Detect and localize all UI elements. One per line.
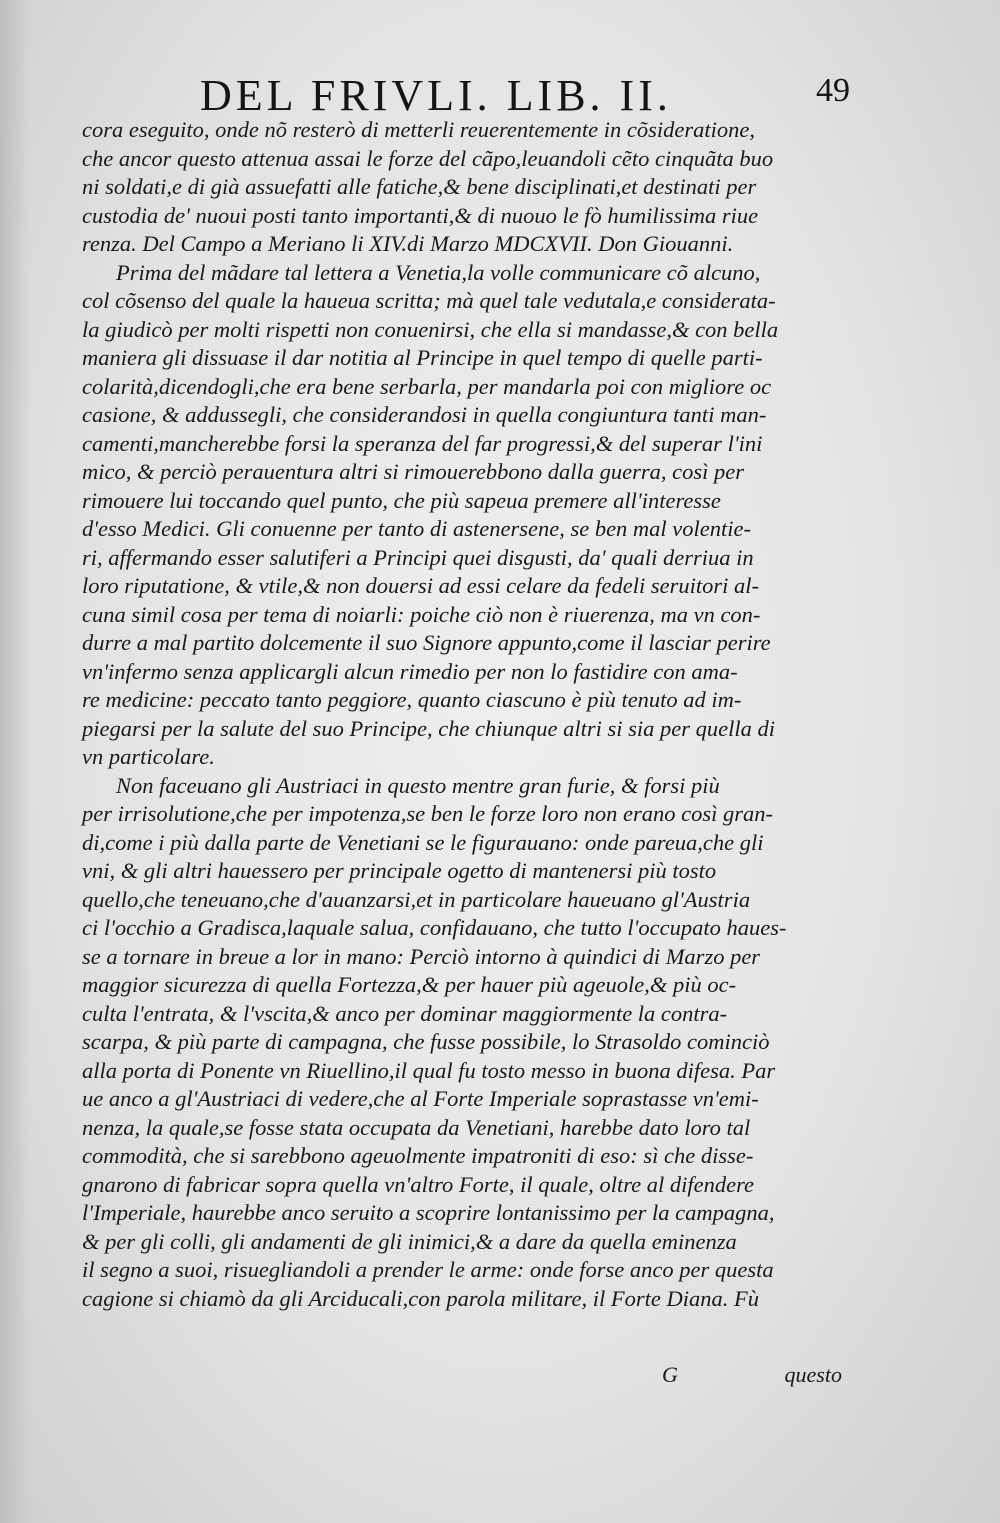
text-line: commodità, che si sarebbono ageuolmente impatroniti di eso: sì che disse- — [82, 1143, 754, 1168]
text-line: vni, & gli altri hauessero per principale ogetto di mantenersi più tosto — [82, 858, 717, 883]
text-line: loro riputatione, & vtile,& non douersi ad essi celare da fedeli seruitori al- — [82, 573, 760, 598]
text-line: di,come i più dalla parte de Venetiani se le figurauano: onde pareua,che gli — [82, 829, 764, 855]
text-line: rimouere lui toccando quel punto, che più sapeua premere all'interesse — [82, 487, 721, 513]
text-line: ni soldati,e di già assuefatti alle fatiche,& bene disciplinati,et destinati per — [82, 174, 757, 199]
text-line: che ancor questo attenua assai le forze del cãpo,leuandoli cẽto cinquãta buo — [82, 145, 774, 171]
text-line: se a tornare in breue a lor in mano: Perciò intorno à quindici di Marzo per — [82, 943, 761, 969]
text-line: custodia de' nuoui posti tanto importanti,& di nuouo le fò humilissima riue — [82, 202, 759, 228]
running-title: DEL FRIVLI. LIB. II. — [200, 71, 672, 120]
text-line: vn'infermo senza applicargli alcun rimedio per non lo fastidire con ama- — [82, 658, 738, 684]
text-line: ue anco a gl'Austriaci di vedere,che al Forte Imperiale soprastasse vn'emi- — [82, 1086, 759, 1111]
text-line: per irrisolutione,che per impotenza,se ben le forze loro non erano così gran- — [82, 801, 773, 826]
text-line: la giudicò per molti rispetti non conuenirsi, che ella si mandasse,& con bella — [82, 316, 779, 342]
catchword: questo — [784, 1362, 842, 1387]
text-line: maniera gli dissuase il dar notitia al Principe in quel tempo di quelle parti- — [82, 345, 763, 370]
text-line: colarità,dicendogli,che era bene serbarla, per mandarla poi con migliore oc — [82, 373, 772, 399]
page-header — [200, 70, 850, 120]
text-line: col cõsenso del quale la haueua scritta; mà quel tale vedutala,e considerata- — [82, 288, 776, 313]
text-line: l'Imperiale, haurebbe anco seruito a scoprire lontanissimo per la campagna, — [82, 1200, 775, 1225]
page-number: 49 — [816, 72, 850, 109]
text-line: cora eseguito, onde nõ resterò di metterli reuerentemente in cõsideratione, — [82, 117, 755, 142]
text-line: quello,che teneuano,che d'auanzarsi,et in particolare haueuano gl'Austria — [82, 886, 751, 912]
signature-mark: G — [662, 1362, 678, 1387]
text-line: vn particolare. — [82, 744, 215, 769]
text-line: ci l'occhio a Gradisca,laquale salua, confidauano, che tutto l'occupato haues- — [82, 915, 787, 940]
page-footer — [82, 1362, 842, 1392]
paragraph-start-line: Non faceuano gli Austriaci in questo mentre gran furie, & forsi più — [116, 772, 720, 798]
text-line: cagione si chiamò da gli Arciducali,con parola militare, il Forte Diana. Fù — [82, 1285, 760, 1311]
text-line: piegarsi per la salute del suo Principe, che chiunque altri si sia per quella di — [82, 715, 776, 741]
text-line: d'esso Medici. Gli conuenne per tanto di astenersene, se ben mal volentie- — [82, 516, 752, 541]
text-line: nenza, la quale,se fosse stata occupata da Venetiani, harebbe dato loro tal — [82, 1114, 751, 1140]
text-line: cuna simil cosa per tema di noiarli: poiche ciò non è riuerenza, ma vn con- — [82, 601, 761, 627]
text-line: mico, & perciò perauentura altri si rimouerebbono dalla guerra, così per — [82, 459, 745, 484]
text-line: renza. Del Campo a Meriano li XIV.di Marzo MDCXVII. Don Giouanni. — [82, 231, 734, 256]
text-line: alla porta di Ponente vn Riuellino,il qual fu tosto messo in buona difesa. Par — [82, 1057, 776, 1083]
text-line: culta l'entrata, & l'vscita,& anco per dominar maggiormente la contra- — [82, 1000, 728, 1026]
text-line: maggior sicurezza di quella Fortezza,& per hauer più ageuole,& più oc- — [82, 972, 737, 997]
text-line: re medicine: peccato tanto peggiore, quanto ciascuno è più tenuto ad im- — [82, 687, 742, 712]
text-line: & per gli colli, gli andamenti de gli inimici,& a dare da quella eminenza — [82, 1228, 737, 1254]
text-line: gnarono di fabricar sopra quella vn'altro Forte, il quale, oltre al difendere — [82, 1171, 755, 1197]
text-line: ri, affermando esser salutiferi a Principi quei disgusti, da' quali derriua in — [82, 544, 754, 570]
text-line: il segno a suoi, risuegliandoli a prender le arme: onde forse anco per questa — [82, 1257, 774, 1282]
text-line: durre a mal partito dolcemente il suo Signore appunto,come il lasciar perire — [82, 630, 771, 655]
text-line: casione, & addussegli, che considerandosi in quella congiuntura tanti man- — [82, 402, 767, 427]
text-line: camenti,mancherebbe forsi la speranza del far progressi,& del superar l'ini — [82, 430, 763, 456]
paragraph-start-line: Prima del mãdare tal lettera a Venetia,la volle communicare cõ alcuno, — [116, 259, 761, 285]
body-text — [82, 116, 872, 1313]
text-line: scarpa, & più parte di campagna, che fusse possibile, lo Strasoldo cominciò — [82, 1029, 770, 1054]
